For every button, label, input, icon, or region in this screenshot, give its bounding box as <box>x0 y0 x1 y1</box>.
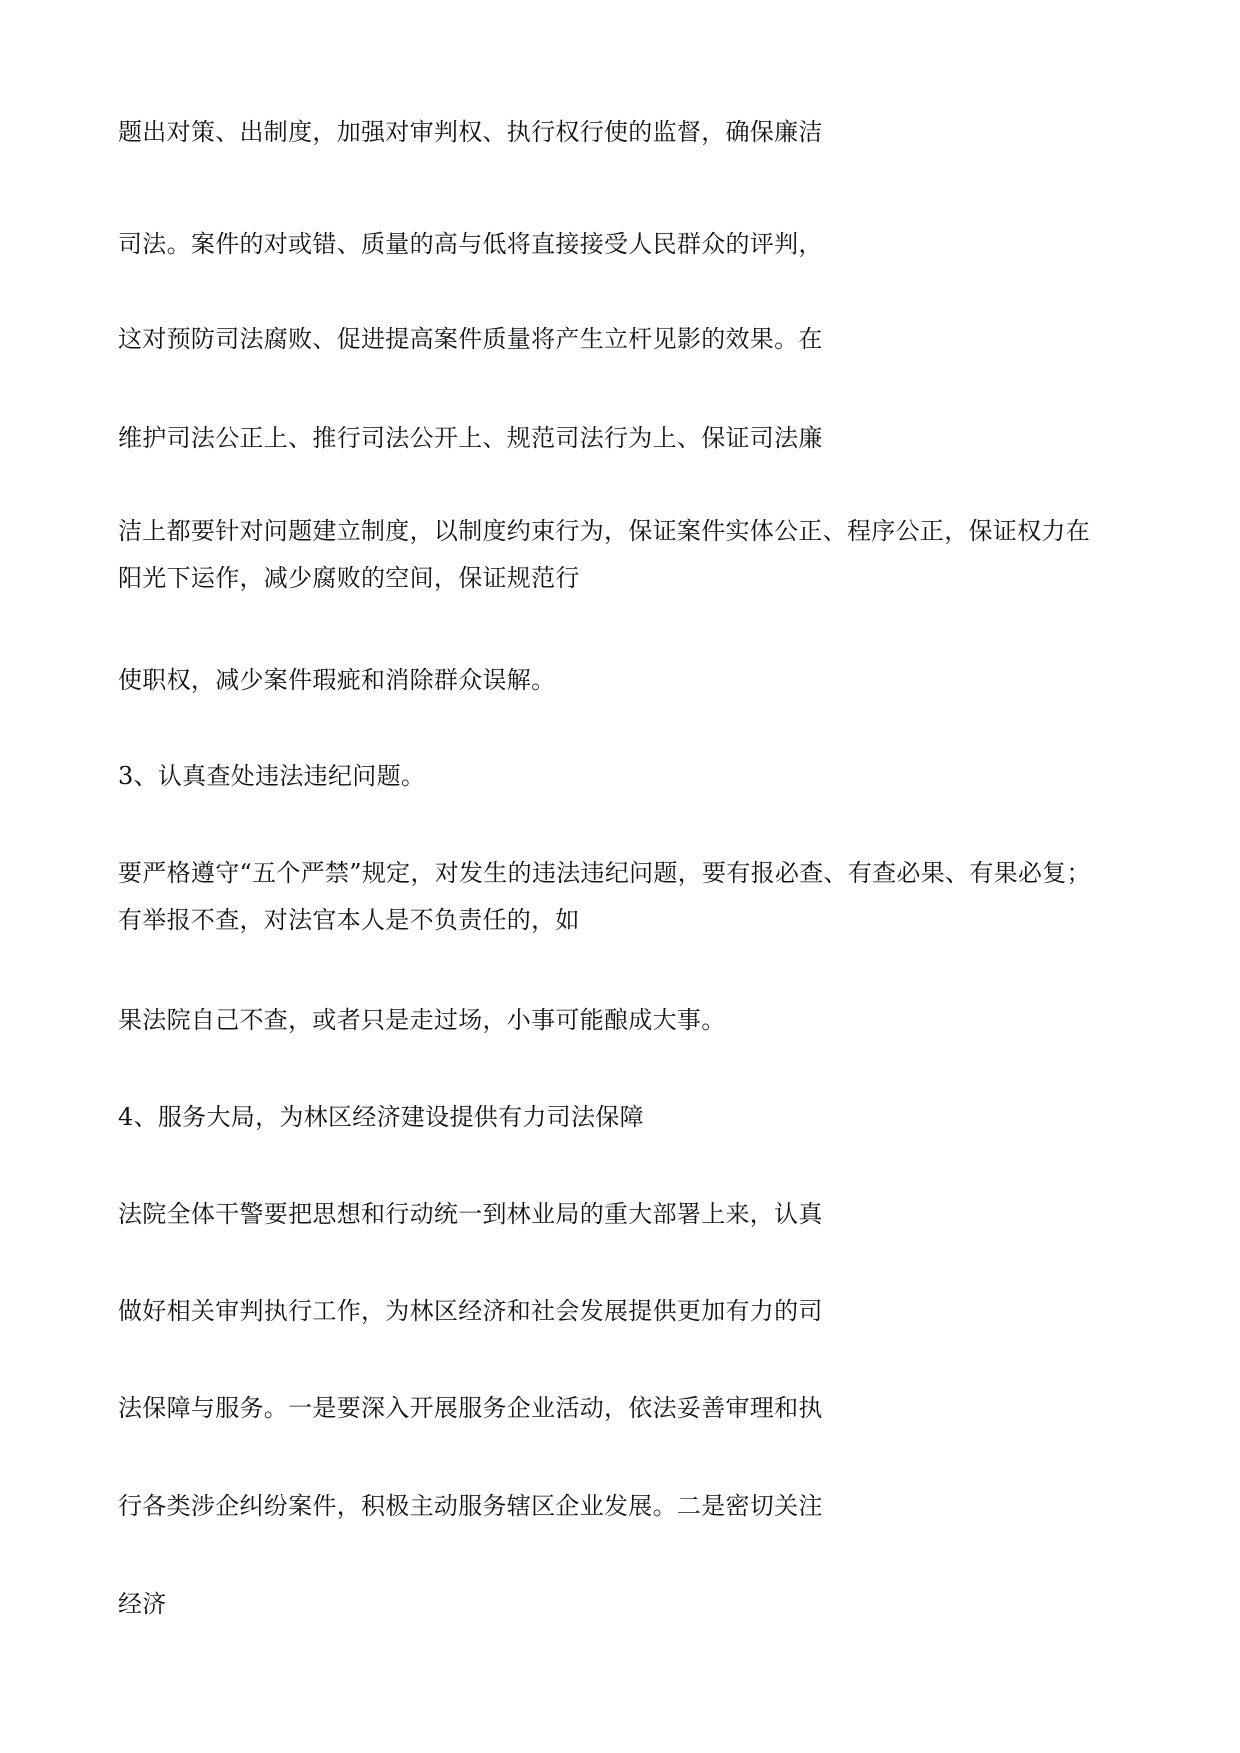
text-line: 经济 <box>118 1590 167 1618</box>
text-line: 行各类涉企纠纷案件，积极主动服务辖区企业发展。二是密切关注 <box>118 1492 823 1520</box>
text-line: 司法。案件的对或错、质量的高与低将直接接受人民群众的评判， <box>118 230 823 258</box>
section-heading: 3、认真查处违法违纪问题。 <box>118 762 426 790</box>
text-line: 法院全体干警要把思想和行动统一到林业局的重大部署上来，认真 <box>118 1200 823 1228</box>
section-heading: 4、服务大局，为林区经济建设提供有力司法保障 <box>118 1103 644 1131</box>
text-line: 阳光下运作，减少腐败的空间，保证规范行 <box>118 564 580 592</box>
text-line: 法保障与服务。一是要深入开展服务企业活动，依法妥善审理和执 <box>118 1394 823 1422</box>
text-line: 使职权，减少案件瑕疵和消除群众误解。 <box>118 666 556 694</box>
text-line: 要严格遵守“五个严禁”规定，对发生的违法违纪问题，要有报必查、有查必果、有果必复； <box>118 859 1091 887</box>
text-line: 维护司法公正上、推行司法公开上、规范司法行为上、保证司法廉 <box>118 424 823 452</box>
text-line: 有举报不查，对法官本人是不负责任的，如 <box>118 906 580 934</box>
text-line: 做好相关审判执行工作，为林区经济和社会发展提供更加有力的司 <box>118 1297 823 1325</box>
text-line: 果法院自己不查，或者只是走过场，小事可能酿成大事。 <box>118 1006 726 1034</box>
text-line: 洁上都要针对问题建立制度，以制度约束行为，保证案件实体公正、程序公正，保证权力在 <box>118 517 1090 545</box>
text-line: 这对预防司法腐败、促进提高案件质量将产生立杆见影的效果。在 <box>118 325 823 353</box>
text-line: 题出对策、出制度，加强对审判权、执行权行使的监督，确保廉洁 <box>118 118 823 146</box>
